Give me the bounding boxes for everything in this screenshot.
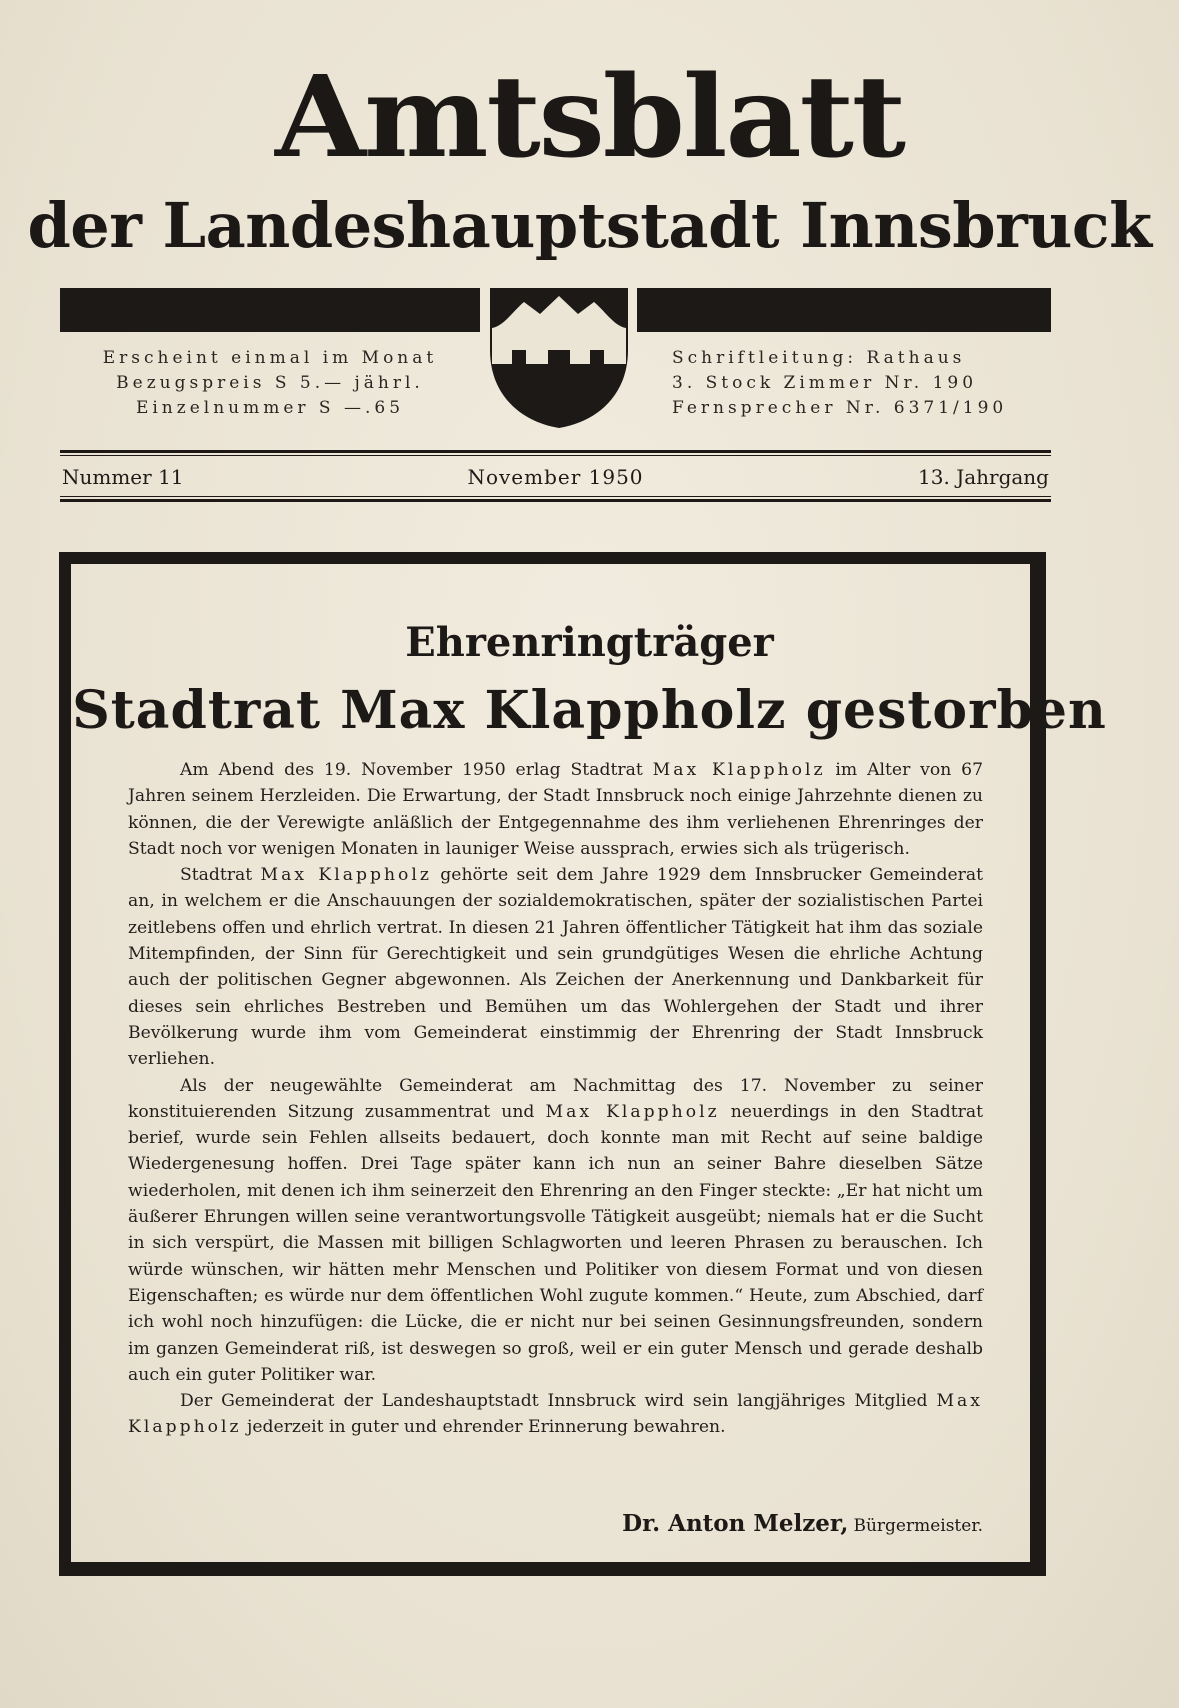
- masthead-bar-left: [60, 288, 480, 332]
- editorial-office: Schriftleitung: Rathaus: [672, 348, 966, 368]
- issue-line: [60, 462, 1051, 492]
- issue-date: November 1950: [467, 465, 644, 489]
- masthead-bar-right: [637, 288, 1051, 332]
- issue-rule-bottom-thin: [60, 496, 1051, 497]
- person-name: Max Klappholz: [652, 760, 826, 780]
- annual-price: Bezugspreis S 5.— jährl.: [116, 373, 424, 393]
- article-kicker: Ehrenringträger: [405, 619, 774, 666]
- signature: [128, 1508, 983, 1542]
- single-issue-price: Einzelnummer S —.65: [135, 398, 405, 418]
- person-name: Max Klappholz: [545, 1101, 720, 1122]
- paragraph-4: Der Gemeinderat der Landeshauptstadt Innsbruck wird sein langjähriges Mitglied Max Klappholz jederzeit in guter und ehrender Erinnerung bewahren.: [128, 1391, 983, 1438]
- issue-volume: 13. Jahrgang: [918, 465, 1049, 489]
- person-name: Max Klappholz: [128, 1391, 983, 1438]
- paragraph-3: Als der neugewählte Gemeinderat am Nachmittag des 17. November zu seiner konstituierenden Sitzung zusammentrat und Max Klappholz neuerdings in den Stadtrat berief, wurde sein Fehlen allseits bedauert, doch konnte man mit Recht auf seine baldige Wiedergenesung hoffen. Drei Tage später kann ich nun an seiner Bahre dieselben Sätze wiederholen, mit denen ich ihm seinerzeit den Ehrenring an den Finger steckte: „Er hat nicht um äußerer Ehrungen willen seine verantwortungsvolle Tätigkeit ausgeübt; niemals hat er die Sucht in sich verspürt, die Massen mit billigen Schlagworten und leeren Phrasen zu berauschen. Ich würde wünschen, wir hätten mehr Menschen und Politiker von diesem Format und von diesen Eigenschaften; es würde nur dem öffentlichen Wohl zugute kommen.“ Heute, zum Abschied, darf ich wohl noch hinzufügen: die Lücke, die er nicht nur bei seinen Gesinnungsfreunden, sondern im ganzen Gemeinderat riß, ist deswegen so groß, weil er ein guter Mensch und gerade deshalb auch ein guter Politiker war.: [128, 1075, 984, 1385]
- issue-rule-bottom: [60, 499, 1051, 502]
- phone-number: Fernsprecher Nr. 6371/190: [672, 398, 1008, 418]
- issue-rule-top-thin: [60, 455, 1051, 456]
- publication-frequency: Erscheint einmal im Monat: [102, 348, 438, 368]
- issue-rule-top: [60, 450, 1051, 453]
- person-name: Max Klappholz: [260, 865, 432, 886]
- masthead-subtitle: der Landeshauptstadt Innsbruck: [27, 189, 1152, 262]
- subscription-info: [60, 346, 480, 421]
- paragraph-2: Stadtrat Max Klappholz gehörte seit dem Jahre 1929 dem Innsbrucker Gemeinderat an, in welchem er die Anschauungen der sozialdemokratischen, später der sozialistischen Partei zeitlebens offen und ehrlich vertrat. In diesen 21 Jahren öffentlicher Tätigkeit hat ihm das soziale Mitempfinden, der Sinn für Gerechtigkeit und sein grundgütiges Wesen die ehrliche Achtung auch der politischen Gegner abgewonnen. Als Zeichen der Anerkennung und Dankbarkeit für dieses sein ehrliches Bestreben und Bemühen um das Wohlergehen der Stadt und ihrer Bevölkerung wurde ihm vom Gemeinderat einstimmig der Ehrenring der Stadt Innsbruck verliehen.: [128, 865, 984, 1070]
- article-headline: Stadtrat Max Klappholz gestorben: [72, 680, 1107, 741]
- coat-of-arms-icon: [486, 288, 632, 428]
- article-body: [128, 757, 983, 1441]
- signature-title: Bürgermeister.: [853, 1516, 983, 1536]
- issue-number: Nummer 11: [62, 465, 184, 489]
- office-room: 3. Stock Zimmer Nr. 190: [672, 373, 978, 393]
- masthead-title: Amtsblatt: [274, 52, 905, 183]
- paragraph-1: Am Abend des 19. November 1950 erlag Stadtrat Max Klappholz im Alter von 67 Jahren seinem Herzleiden. Die Erwartung, der Stadt Innsbruck noch einige Jahrzehnte dienen zu können, die der Verewigte anläßlich der Entgegennahme des ihm verliehenen Ehrenringes der Stadt noch vor wenigen Monaten in launiger Weise aussprach, erwies sich als trügerisch.: [128, 760, 984, 859]
- editorial-info: [672, 346, 1062, 421]
- signature-name: Dr. Anton Melzer,: [622, 1510, 849, 1537]
